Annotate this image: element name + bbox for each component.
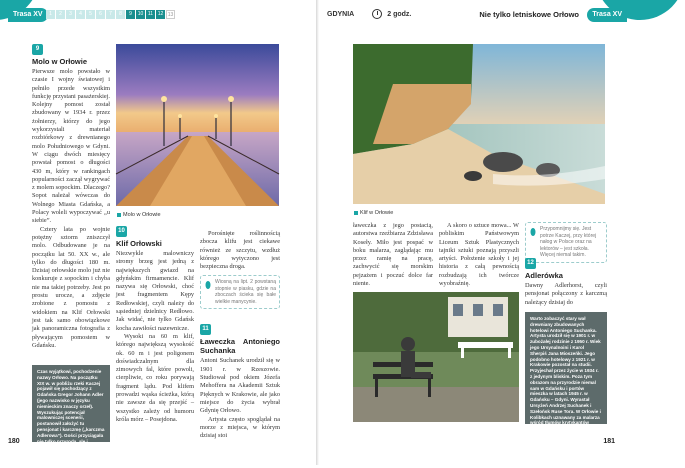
section-9 — [32, 44, 110, 350]
tip-note — [200, 275, 280, 309]
caption-text: Molo w Orłowie — [123, 212, 161, 218]
cliff-illustration — [353, 44, 605, 204]
section-title: Adlerówka — [525, 271, 563, 280]
page-index-item[interactable]: 7 — [106, 10, 115, 19]
section-12 — [525, 258, 607, 307]
cliff-photo — [353, 44, 605, 204]
pier-photo — [116, 44, 279, 206]
page-number: 180 — [8, 438, 20, 445]
left-page — [0, 0, 316, 465]
chapter-title: Nie tylko letniskowe Orłowo — [479, 9, 579, 19]
page-number: 181 — [603, 438, 615, 445]
history-sidebox: Czas wyjątkowi, pochodzenie nazwy Orłowo. Na początku XIX w. w pobliżu rzeki Kaczej pojawił się pochodzący z Gdańska Gregor Johann Adler (jego nazwisko w języku niemieckim znaczy orzeł). Wyszukując potencjał malowniczej scenerii, postanowił założyć tu pensjonat i karczmę („karczma Adlerowa”). Gości przyciągała nie tylko przyroda, ale i kuchnia, z której słynęła rodzinna posiadłość. Tak właśnie powstała nazwa Orłowo. — [32, 365, 110, 442]
section-number: 10 — [116, 226, 127, 237]
page-index-item[interactable]: 3 — [66, 10, 75, 19]
bench-illustration — [353, 292, 519, 422]
bench-photo — [353, 292, 519, 422]
section-11-column — [200, 230, 280, 450]
tip-note — [525, 222, 607, 263]
right-page — [319, 0, 635, 465]
caption-marker-icon — [117, 213, 121, 217]
paragraph: Dawny Adlerhorst, czyli pensjonat połączony z karczmą należący dzisiaj do — [525, 282, 607, 306]
tip-text: Przypomnijmy się. Jest potrze Kaczej, przy której nałog w Polsce oraz na lektorów – jest szkoła. Więcej niemal takim. — [540, 226, 597, 258]
footprint-icon — [204, 280, 212, 290]
page-index-item-active[interactable]: 12 — [157, 11, 164, 17]
section-number: 12 — [525, 258, 536, 269]
route-tab: Trasa XV — [587, 8, 627, 22]
section-title: Molo w Orłowie — [32, 57, 88, 66]
bench-continued: ławeczka z jego postacią, autorstwa rzeźbiarza Zdzisława Koseły. Miło jest pospać w boku malarza, zaglądając mu przez ramię na pracę, zachwycić się morskim pejzażem i poczuć dolce far niente. — [353, 222, 433, 288]
footprint-icon — [529, 227, 537, 237]
artist-sidebox: Warto zobaczyć stary wał drewniany zbudowanych hotelowi Antoniego Suchanka. Artysta urodził się w 1901 r. w zubożałej rodzinie z 1950 r. Wiek jego Ursynalnoini i Karol Sherpiś Jana Mioszeńki. Jego podobno hotelowy z 1921 r. w Krakowie pozostał na studii. Przyjechał przez życie w 1934 r. z jedynym bliskim. Poza tym obrazom na przyrodzie niemal sam w Gdańsku i portów mieszka w latach 1945 r. w Gdańsku – Gdyni. Wyrastał Ursyżeń Andrzej Suchanek i Szełońsk Ruse Tora. W Orłowie i Kolibkach uznawany za malarza wśród tłumów krytykantów Gdyni. — [525, 312, 607, 424]
paragraph: Cztery lata po wojnie potężny sztorm zniszczył molo. Odbudowane je na początku lat 50. XX w., ale tylko do długości 180 m. Dzisiaj orłowskie molo już nie konkuruje z sopockim i chyba nie ma takiej potrzeby. Jest po prostu urocze, a zdjęcie zrobione z pomostu z widokiem na Klif Orłowski jest tak samo obowiązkowe jak panoramiczna fotografia z pływającym pomostem w Gdańsku. — [32, 225, 110, 349]
tip-text: Wiosną na lipt. 2 powstaną stopnie w piasku, gdzie na zboczach ścieka się bałe wielkie manycynie. — [215, 279, 276, 305]
page-index-item[interactable]: 1 — [46, 10, 55, 19]
page-index — [46, 10, 175, 19]
page-index-item[interactable]: 8 — [116, 10, 125, 19]
photo-caption — [117, 212, 161, 218]
tip-wrapper — [200, 275, 280, 320]
photo-caption — [354, 210, 393, 216]
paragraph: Pierwsze molo powstało w czasie I wojny światowej i pełniło przede wszystkim funkcję przystani pasażerskiej. Kolejny pomost został zbudowany w 1934 r. przez żołnierzy, którzy do jego wykorzystali materiał rozbiórkowy z drewnianego molo Południowego w Gdyni. W ciągu dwóch miesięcy powstał pomost o długości 430 m, który w rankingach popularności zaczął wygrywać z molem sopockim. Dlaczego? Sopot należał wówczas do Wolnego Miasta Gdańska, a Polacy woleli wypoczywać „u siebie”. — [32, 68, 110, 225]
page-index-item-active[interactable]: 9 — [126, 10, 135, 19]
page-index-item-active[interactable]: 11 — [147, 11, 154, 17]
section-number: 9 — [32, 44, 43, 55]
duration: 2 godz. — [387, 10, 412, 18]
page-header — [327, 9, 579, 19]
clock-icon — [372, 9, 382, 19]
paragraph: Antoni Suchanek urodził się w 1901 r. w Rzeszowie. Studiował pod okiem Józefa Mehoffera na Akademii Sztuk Pięknych w Krakowie, ale jako miejsce do życia wybrał Gdynię Orłowo. — [200, 357, 280, 415]
page-index-item[interactable]: 5 — [86, 10, 95, 19]
caption-marker-icon — [354, 211, 358, 215]
section-title: Ławeczka Antoniego Suchanka — [200, 337, 280, 356]
city-name: GDYNIA — [327, 10, 355, 18]
paragraph: Niezwykle malowniczy stromy brzeg jest jedną z największych gwiazd na gdyńskim firmamencie. Klif nazywa się Orłowski, choć jest fragmentem Kępy Redłowskiej, czyli należy do sąsiedniej dzielnicy Redłowo. Jak widać, nie tylko Gdańsk kocha zawiłości nazewnicze. — [116, 250, 194, 332]
page-index-item[interactable]: 6 — [96, 10, 105, 19]
paragraph: Wysoki na 60 m klif, którego największą wysokość ok. 60 m i jest poligonem doświadczalnym dla zimowych fal, które powoli, cierpliwie, co roku porywają fragment lądu. Pod klifem prowadzi wąska ścieżka, którą nie zawsze da się przejść – wszystko zależy od humoru króla mórz – Posejdona. — [116, 332, 194, 423]
pier-illustration — [116, 44, 279, 206]
page-index-item-active[interactable]: 10 — [137, 11, 144, 17]
section-title: Klif Orłowski — [116, 239, 162, 248]
paragraph: Porośnięte roślinnością zbocza klifu jest ciekawe również ze szczytu, wzdłuż którego wytyczono jest bezpieczna droga. — [200, 230, 280, 271]
page-index-item[interactable]: 2 — [56, 10, 65, 19]
section-number: 11 — [200, 324, 211, 335]
route-tab: Trasa XV — [8, 8, 48, 22]
page-index-item[interactable]: 4 — [76, 10, 85, 19]
caption-text: Klif w Orłowie — [360, 210, 394, 216]
art-school-text: A skoro o sztuce mowa... W pobliskim Państwowym Liceum Sztuk Plastycznych tajniki sztuki poznają przyszli artyści. Położenie szkoły i jej historia z całą pewnością rozbudzają ich twórcze wyobraźnię. — [439, 222, 519, 288]
paragraph: Artysta często spoglądał na morze z miejsca, w którym dzisiaj stoi — [200, 415, 280, 440]
page-index-item[interactable]: 13 — [167, 12, 174, 18]
section-10 — [116, 226, 194, 424]
